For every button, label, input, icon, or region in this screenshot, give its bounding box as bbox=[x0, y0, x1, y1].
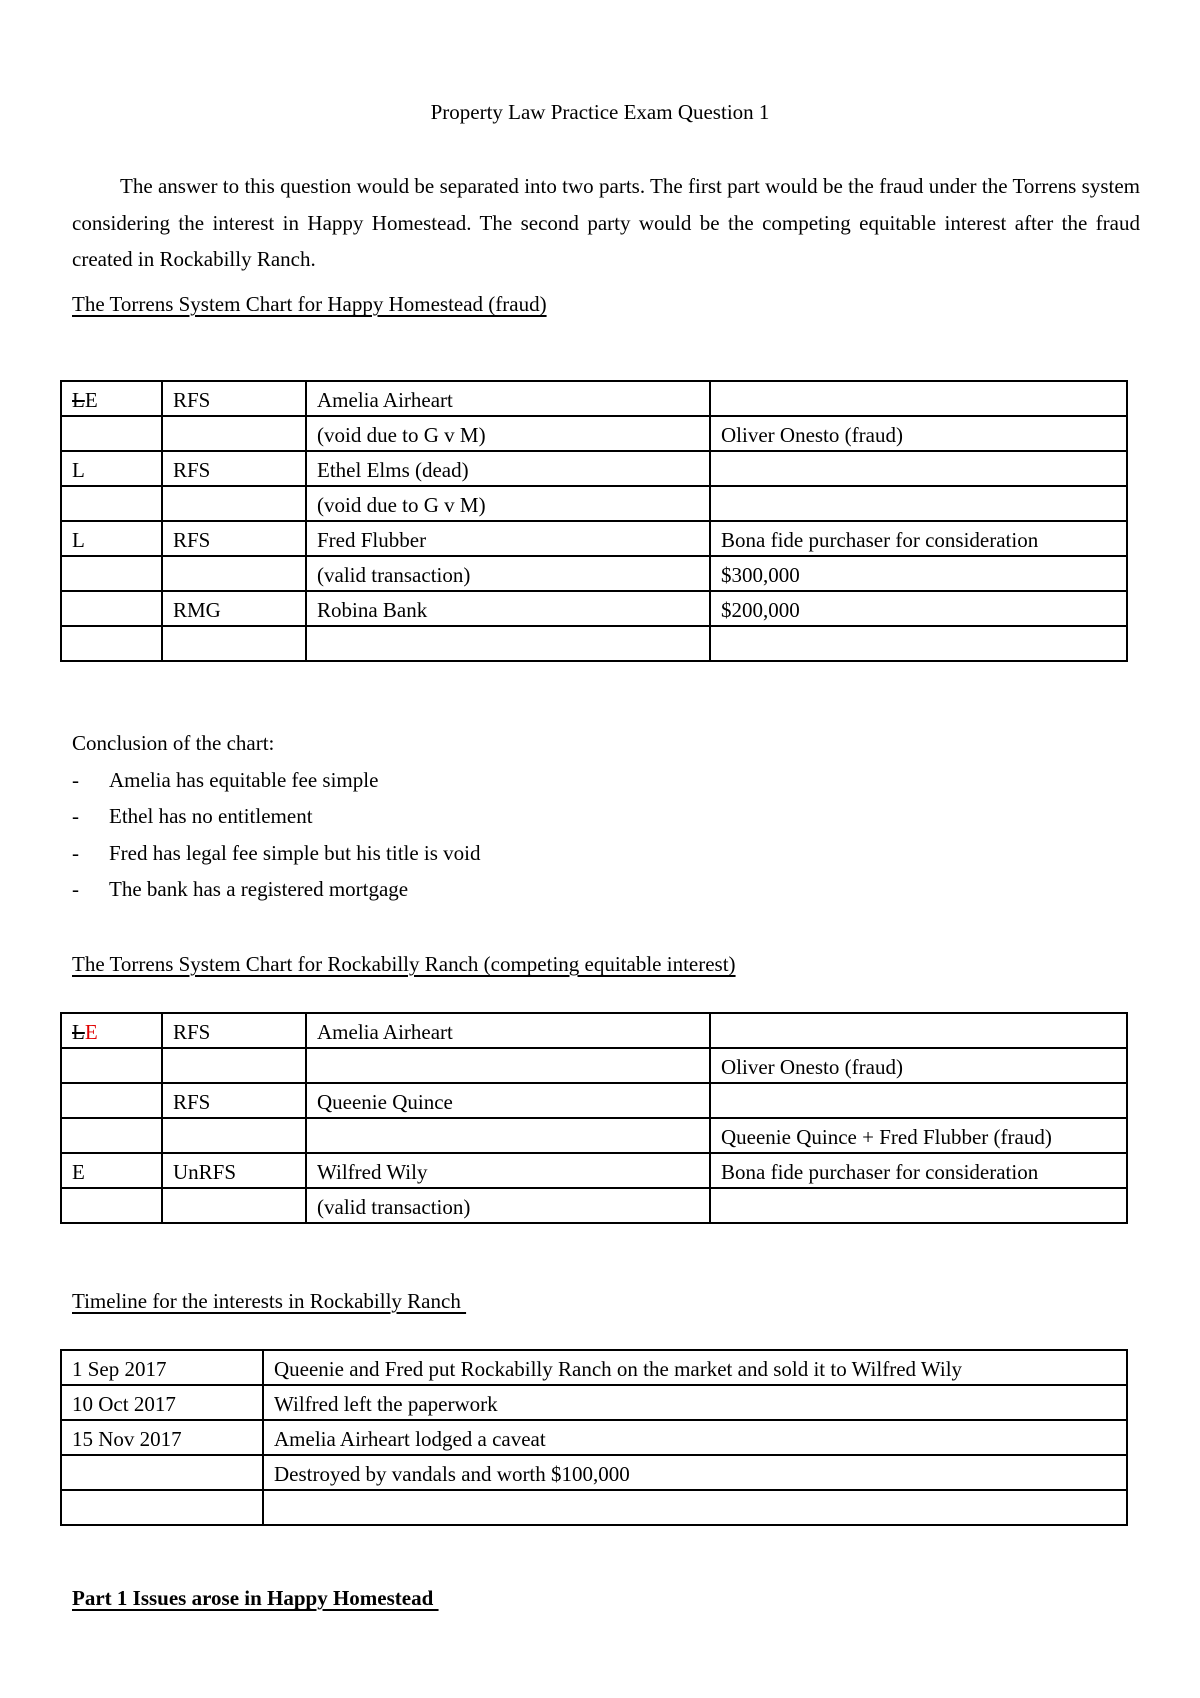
timeline-date-cell: 10 Oct 2017 bbox=[61, 1385, 263, 1420]
list-item: - Ethel has no entitlement bbox=[72, 798, 481, 835]
estate-cell bbox=[61, 626, 162, 661]
estate-cell bbox=[61, 591, 162, 626]
conclusion-section bbox=[72, 725, 481, 908]
timeline-date-cell: 15 Nov 2017 bbox=[61, 1420, 263, 1455]
chart1-table bbox=[60, 380, 1128, 662]
estate-cell bbox=[61, 1013, 162, 1048]
table-row bbox=[61, 521, 1127, 556]
table-row bbox=[61, 556, 1127, 591]
estate-cell bbox=[61, 1118, 162, 1153]
note-cell bbox=[710, 451, 1127, 486]
party-cell: (valid transaction) bbox=[306, 556, 710, 591]
note-cell: $200,000 bbox=[710, 591, 1127, 626]
estate-cell bbox=[61, 416, 162, 451]
party-cell bbox=[306, 1118, 710, 1153]
party-cell: Queenie Quince bbox=[306, 1083, 710, 1118]
note-cell bbox=[710, 1083, 1127, 1118]
title-type-cell bbox=[162, 486, 306, 521]
table-row bbox=[61, 1048, 1127, 1083]
timeline-event-cell: Amelia Airheart lodged a caveat bbox=[263, 1420, 1127, 1455]
note-cell: Bona fide purchaser for consideration bbox=[710, 1153, 1127, 1188]
note-cell bbox=[710, 381, 1127, 416]
party-cell: Amelia Airheart bbox=[306, 1013, 710, 1048]
timeline-event-cell: Wilfred left the paperwork bbox=[263, 1385, 1127, 1420]
party-cell: (void due to G v M) bbox=[306, 486, 710, 521]
party-cell: Amelia Airheart bbox=[306, 381, 710, 416]
title-type-cell: RMG bbox=[162, 591, 306, 626]
estate-cell: L bbox=[61, 521, 162, 556]
list-item: - Fred has legal fee simple but his title is void bbox=[72, 835, 481, 872]
party-cell: Wilfred Wily bbox=[306, 1153, 710, 1188]
table-row bbox=[61, 1118, 1127, 1153]
list-item: - The bank has a registered mortgage bbox=[72, 871, 481, 908]
estate-cell bbox=[61, 1048, 162, 1083]
timeline-date-cell bbox=[61, 1490, 263, 1525]
table-row bbox=[61, 1188, 1127, 1223]
timeline-heading: Timeline for the interests in Rockabilly Ranch bbox=[72, 1289, 467, 1313]
table-row bbox=[61, 1153, 1127, 1188]
timeline-event-cell bbox=[263, 1490, 1127, 1525]
table-row bbox=[61, 626, 1127, 661]
estate-cell: L bbox=[61, 451, 162, 486]
timeline-table bbox=[60, 1349, 1128, 1526]
conclusion-label: Conclusion of the chart: bbox=[72, 731, 275, 755]
estate-cell bbox=[61, 1083, 162, 1118]
table-row bbox=[61, 451, 1127, 486]
conclusion-list bbox=[72, 762, 481, 908]
note-cell: Queenie Quince + Fred Flubber (fraud) bbox=[710, 1118, 1127, 1153]
estate-cell bbox=[61, 556, 162, 591]
party-cell: Ethel Elms (dead) bbox=[306, 451, 710, 486]
title-type-cell bbox=[162, 556, 306, 591]
table-row bbox=[61, 1083, 1127, 1118]
timeline-event-cell: Queenie and Fred put Rockabilly Ranch on the market and sold it to Wilfred Wily bbox=[263, 1350, 1127, 1385]
estate-cell bbox=[61, 1188, 162, 1223]
table-row bbox=[61, 1385, 1127, 1420]
note-cell bbox=[710, 626, 1127, 661]
table-row bbox=[61, 381, 1127, 416]
chart2-table bbox=[60, 1012, 1128, 1224]
struck-estate-letter: L bbox=[72, 388, 85, 412]
table-row bbox=[61, 1350, 1127, 1385]
title-type-cell: UnRFS bbox=[162, 1153, 306, 1188]
title-type-cell bbox=[162, 416, 306, 451]
party-cell: Fred Flubber bbox=[306, 521, 710, 556]
note-cell bbox=[710, 1188, 1127, 1223]
chart2-heading: The Torrens System Chart for Rockabilly Ranch (competing equitable interest) bbox=[72, 952, 736, 976]
page-title: Property Law Practice Exam Question 1 bbox=[430, 100, 770, 124]
title-type-cell bbox=[162, 1118, 306, 1153]
party-cell: (void due to G v M) bbox=[306, 416, 710, 451]
party-cell bbox=[306, 1048, 710, 1083]
estate-cell: E bbox=[61, 1153, 162, 1188]
intro-paragraph: The answer to this question would be separated into two parts. The first part would be the fraud under the Torrens system considering the interest in Happy Homestead. The second party would be the competing equitable interest after the fraud created in Rockabilly Ranch. bbox=[72, 174, 1140, 271]
table-row bbox=[61, 1013, 1127, 1048]
timeline-date-cell bbox=[61, 1455, 263, 1490]
timeline-date-cell: 1 Sep 2017 bbox=[61, 1350, 263, 1385]
note-cell bbox=[710, 1013, 1127, 1048]
note-cell bbox=[710, 486, 1127, 521]
note-cell: Oliver Onesto (fraud) bbox=[710, 416, 1127, 451]
estate-letter: E bbox=[84, 1020, 98, 1044]
estate-letter: E bbox=[84, 388, 98, 412]
table-row bbox=[61, 1420, 1127, 1455]
chart1-heading: The Torrens System Chart for Happy Homestead (fraud) bbox=[72, 292, 547, 316]
party-cell bbox=[306, 626, 710, 661]
party-cell: (valid transaction) bbox=[306, 1188, 710, 1223]
part1-heading: Part 1 Issues arose in Happy Homestead bbox=[72, 1586, 439, 1610]
table-row bbox=[61, 591, 1127, 626]
timeline-event-cell: Destroyed by vandals and worth $100,000 bbox=[263, 1455, 1127, 1490]
list-item: - Amelia has equitable fee simple bbox=[72, 762, 481, 799]
title-type-cell: RFS bbox=[162, 1083, 306, 1118]
party-cell: Robina Bank bbox=[306, 591, 710, 626]
note-cell: Bona fide purchaser for consideration bbox=[710, 521, 1127, 556]
title-type-cell bbox=[162, 1188, 306, 1223]
table-row bbox=[61, 416, 1127, 451]
title-type-cell: RFS bbox=[162, 381, 306, 416]
title-type-cell: RFS bbox=[162, 451, 306, 486]
title-type-cell: RFS bbox=[162, 1013, 306, 1048]
title-type-cell: RFS bbox=[162, 521, 306, 556]
estate-cell bbox=[61, 486, 162, 521]
note-cell: Oliver Onesto (fraud) bbox=[710, 1048, 1127, 1083]
table-row bbox=[61, 1490, 1127, 1525]
estate-cell bbox=[61, 381, 162, 416]
title-type-cell bbox=[162, 626, 306, 661]
title-type-cell bbox=[162, 1048, 306, 1083]
note-cell: $300,000 bbox=[710, 556, 1127, 591]
table-row bbox=[61, 486, 1127, 521]
table-row bbox=[61, 1455, 1127, 1490]
struck-estate-letter: L bbox=[72, 1020, 85, 1044]
